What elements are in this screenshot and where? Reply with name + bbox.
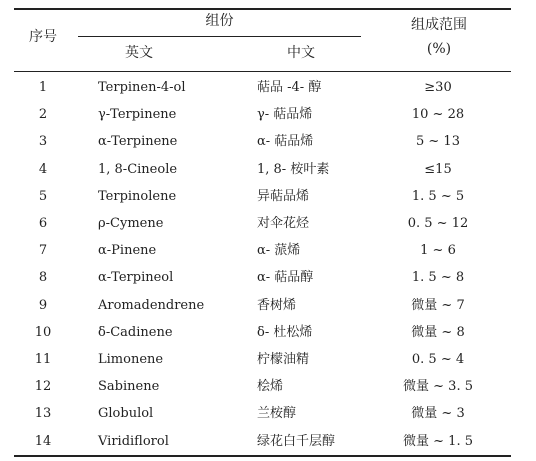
header-group: 组份 <box>205 13 234 29</box>
english-name: Sabinene <box>98 379 160 395</box>
english-name: Limonene <box>98 352 164 367</box>
english-name: ρ-Cymene <box>98 216 164 231</box>
row-number: 13 <box>34 406 52 422</box>
chinese-name: 桧烯 <box>257 379 284 395</box>
chinese-name: 香树烯 <box>257 297 297 313</box>
english-name: Terpinolene <box>98 188 177 204</box>
row-number: 1 <box>38 80 48 95</box>
chinese-name: α- 萜品醇 <box>257 270 314 286</box>
composition-range: 微量 ~ 3. 5 <box>403 379 473 395</box>
composition-range: 微量 ~ 3 <box>411 406 465 422</box>
english-name: Viridiflorol <box>98 433 169 449</box>
english-name: Terpinen-4-ol <box>98 80 186 95</box>
composition-range: 5 ~ 13 <box>416 134 460 150</box>
composition-range: 1. 5 ~ 5 <box>411 188 465 204</box>
row-number: 12 <box>34 379 52 395</box>
chinese-name: 异萜品烯 <box>257 188 310 204</box>
chinese-name: 绿花白千层醇 <box>257 433 336 449</box>
english-name: α-Terpinene <box>98 134 178 150</box>
composition-range: 微量 ~ 1. 5 <box>403 433 473 449</box>
row-number: 4 <box>38 161 48 177</box>
chinese-name: γ- 萜品烯 <box>257 107 313 123</box>
english-name: δ-Cadinene <box>98 324 173 340</box>
row-number: 10 <box>34 324 52 340</box>
row-number: 11 <box>34 352 52 367</box>
header-range: 组成范围 <box>411 17 467 33</box>
row-number: 6 <box>38 216 48 231</box>
chinese-name: 兰桉醇 <box>257 406 297 422</box>
composition-range: 1. 5 ~ 8 <box>411 270 465 286</box>
composition-range: 10 ~ 28 <box>411 107 465 123</box>
table-top-rule <box>14 8 511 10</box>
header-chinese: 中文 <box>287 45 315 61</box>
header-seq: 序号 <box>29 29 57 45</box>
chinese-name: δ- 杜松烯 <box>257 324 313 340</box>
composition-range: 微量 ~ 7 <box>411 297 465 313</box>
header-bottom-rule <box>14 71 511 72</box>
composition-range: ≤15 <box>424 161 452 177</box>
chinese-name: α- 萜品烯 <box>257 134 314 150</box>
group-header-rule <box>78 36 361 37</box>
table-bottom-rule <box>14 455 511 457</box>
composition-range: 0. 5 ~ 12 <box>407 216 469 231</box>
english-name: α-Terpineol <box>98 270 174 286</box>
composition-range: 微量 ~ 8 <box>411 324 465 340</box>
english-name: Aromadendrene <box>98 297 205 313</box>
header-english: 英文 <box>125 45 153 61</box>
english-name: γ-Terpinene <box>98 107 177 123</box>
composition-range: ≥30 <box>424 80 452 95</box>
chinese-name: 柠檬油精 <box>257 352 310 367</box>
composition-range: 0. 5 ~ 4 <box>411 352 465 367</box>
chinese-name: α- 蒎烯 <box>257 243 301 259</box>
chinese-name: 萜品 -4- 醇 <box>257 80 322 95</box>
chinese-name: 对伞花烃 <box>257 216 310 231</box>
row-number: 14 <box>34 433 52 449</box>
english-name: α-Pinene <box>98 243 157 259</box>
row-number: 8 <box>38 270 48 286</box>
header-range-unit: (%) <box>426 41 452 57</box>
chinese-name: 1, 8- 桉叶素 <box>257 161 330 177</box>
row-number: 3 <box>38 134 48 150</box>
row-number: 2 <box>38 107 48 123</box>
row-number: 7 <box>38 243 48 259</box>
english-name: Globulol <box>98 406 154 422</box>
row-number: 5 <box>38 188 48 204</box>
row-number: 9 <box>38 297 48 313</box>
english-name: 1, 8-Cineole <box>98 161 178 177</box>
composition-range: 1 ~ 6 <box>420 243 456 259</box>
